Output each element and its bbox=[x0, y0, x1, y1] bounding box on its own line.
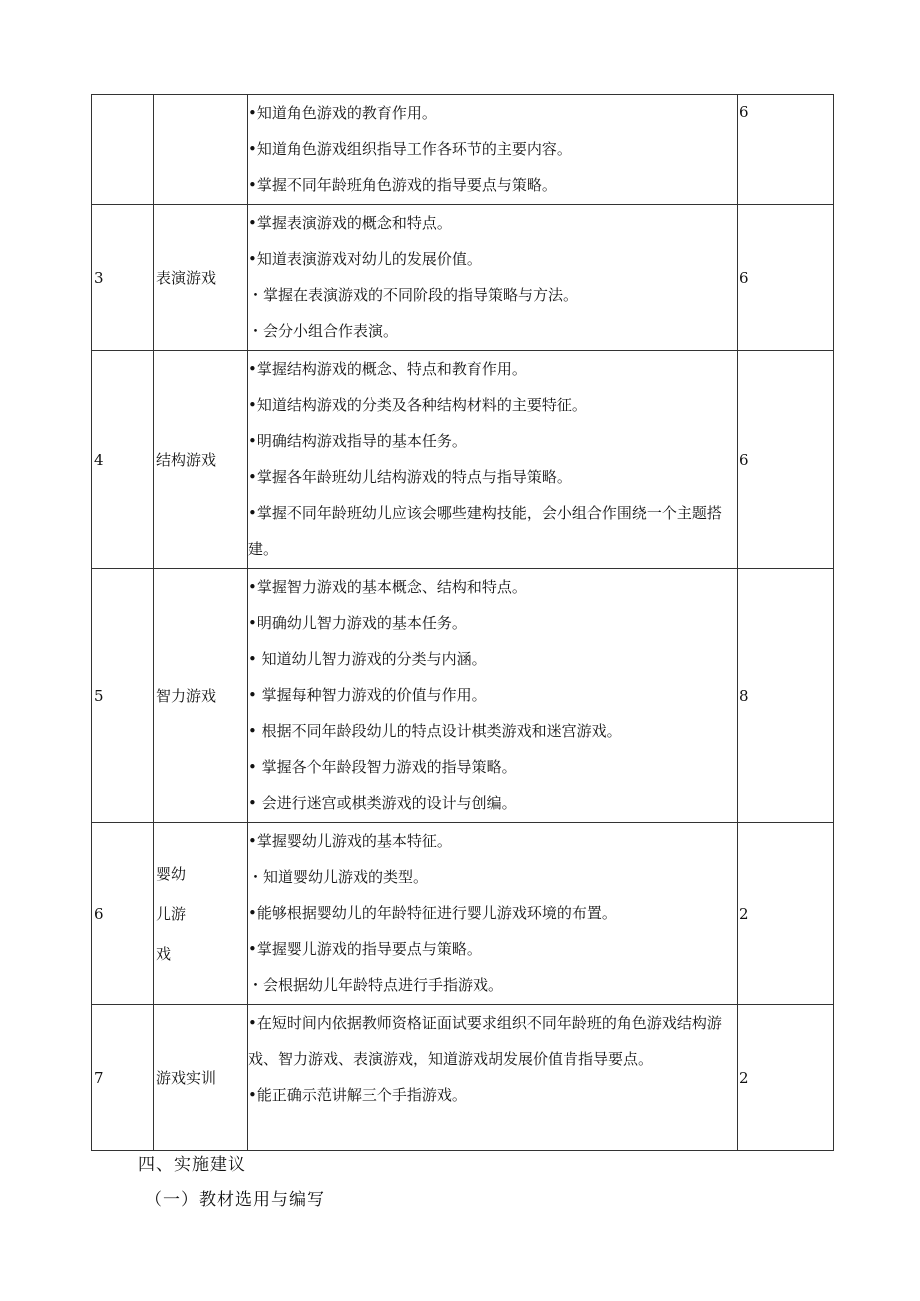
requirements-cell bbox=[248, 569, 738, 823]
hours-value: 6 bbox=[739, 268, 749, 287]
table-row bbox=[92, 1005, 834, 1151]
requirements-cell bbox=[248, 205, 738, 351]
hours-cell bbox=[738, 569, 834, 823]
row-number: 5 bbox=[92, 569, 154, 823]
requirement-item: •掌握结构游戏的概念、特点和教育作用。 bbox=[248, 360, 527, 378]
requirement-item: •掌握表演游戏的概念和特点。 bbox=[248, 214, 452, 232]
requirement-item: •能正确示范讲解三个手指游戏。 bbox=[248, 1086, 467, 1104]
requirement-item: •掌握婴幼儿游戏的基本特征。 bbox=[248, 832, 452, 850]
table-row bbox=[92, 351, 834, 569]
requirement-item: ・会分小组合作表演。 bbox=[248, 322, 399, 340]
requirements-cell bbox=[248, 95, 738, 205]
hours-value: 6 bbox=[739, 450, 749, 469]
requirement-item: • 会进行迷宫或棋类游戏的设计与创编。 bbox=[248, 794, 517, 812]
table-row bbox=[92, 569, 834, 823]
requirement-item: ・会根据幼儿年龄特点进行手指游戏。 bbox=[248, 976, 504, 994]
topic-name bbox=[154, 95, 248, 205]
table-row bbox=[92, 95, 834, 205]
hours-cell bbox=[738, 351, 834, 569]
requirement-item: •能够根据婴幼儿的年龄特征进行婴儿游戏环境的布置。 bbox=[248, 904, 617, 922]
section-heading: 四、实施建议 bbox=[138, 1155, 246, 1175]
topic-name: 表演游戏 bbox=[154, 205, 248, 351]
row-number: 7 bbox=[92, 1005, 154, 1151]
requirement-item: •明确结构游戏指导的基本任务。 bbox=[248, 432, 467, 450]
requirement-item: • 知道幼儿智力游戏的分类与内涵。 bbox=[248, 650, 487, 668]
requirement-item: •掌握各年龄班幼儿结构游戏的特点与指导策略。 bbox=[248, 468, 572, 486]
requirement-item: •掌握智力游戏的基本概念、结构和特点。 bbox=[248, 578, 527, 596]
hours-cell bbox=[738, 205, 834, 351]
requirement-item: •掌握不同年龄班角色游戏的指导要点与策略。 bbox=[248, 176, 557, 194]
requirements-cell bbox=[248, 1005, 738, 1151]
requirement-item: •知道结构游戏的分类及各种结构材料的主要特征。 bbox=[248, 396, 587, 414]
hours-value: 6 bbox=[739, 103, 749, 121]
requirement-item: •知道角色游戏组织指导工作各环节的主要内容。 bbox=[248, 140, 572, 158]
hours-value: 2 bbox=[739, 904, 749, 923]
requirement-item: •掌握婴儿游戏的指导要点与策略。 bbox=[248, 940, 482, 958]
requirement-item: •掌握不同年龄班幼儿应该会哪些建构技能，会小组合作围绕一个主题搭建。 bbox=[248, 504, 722, 558]
hours-cell bbox=[738, 95, 834, 205]
hours-cell bbox=[738, 823, 834, 1005]
table-row bbox=[92, 823, 834, 1005]
requirement-item: •在短时间内依据教师资格证面试要求组织不同年龄班的角色游戏结构游戏、智力游戏、表演游戏，知道游戏胡发展价值肯指导要点。 bbox=[248, 1014, 722, 1068]
topic-name: 智力游戏 bbox=[154, 569, 248, 823]
row-number: 3 bbox=[92, 205, 154, 351]
row-number: 6 bbox=[92, 823, 154, 1005]
subsection-heading: （一）教材选用与编写 bbox=[145, 1190, 325, 1210]
hours-cell bbox=[738, 1005, 834, 1151]
requirements-cell bbox=[248, 351, 738, 569]
hours-value: 8 bbox=[739, 686, 749, 705]
hours-value: 2 bbox=[739, 1068, 749, 1087]
course-content-table bbox=[91, 94, 834, 1151]
requirement-item: •知道表演游戏对幼儿的发展价值。 bbox=[248, 250, 482, 268]
row-number: 4 bbox=[92, 351, 154, 569]
requirement-item: • 掌握每种智力游戏的价值与作用。 bbox=[248, 686, 487, 704]
requirement-item: •知道角色游戏的教育作用。 bbox=[248, 104, 437, 122]
table-row bbox=[92, 205, 834, 351]
topic-name: 游戏实训 bbox=[154, 1005, 248, 1151]
topic-name: 婴幼儿游戏 bbox=[154, 823, 248, 1005]
row-number bbox=[92, 95, 154, 205]
requirement-item: ・知道婴幼儿游戏的类型。 bbox=[248, 868, 429, 886]
requirement-item: •明确幼儿智力游戏的基本任务。 bbox=[248, 614, 467, 632]
requirement-item: • 根据不同年龄段幼儿的特点设计棋类游戏和迷宫游戏。 bbox=[248, 722, 622, 740]
requirement-item: • 掌握各个年龄段智力游戏的指导策略。 bbox=[248, 758, 517, 776]
topic-name: 结构游戏 bbox=[154, 351, 248, 569]
requirements-cell bbox=[248, 823, 738, 1005]
requirement-item: ・掌握在表演游戏的不同阶段的指导策略与方法。 bbox=[248, 286, 579, 304]
